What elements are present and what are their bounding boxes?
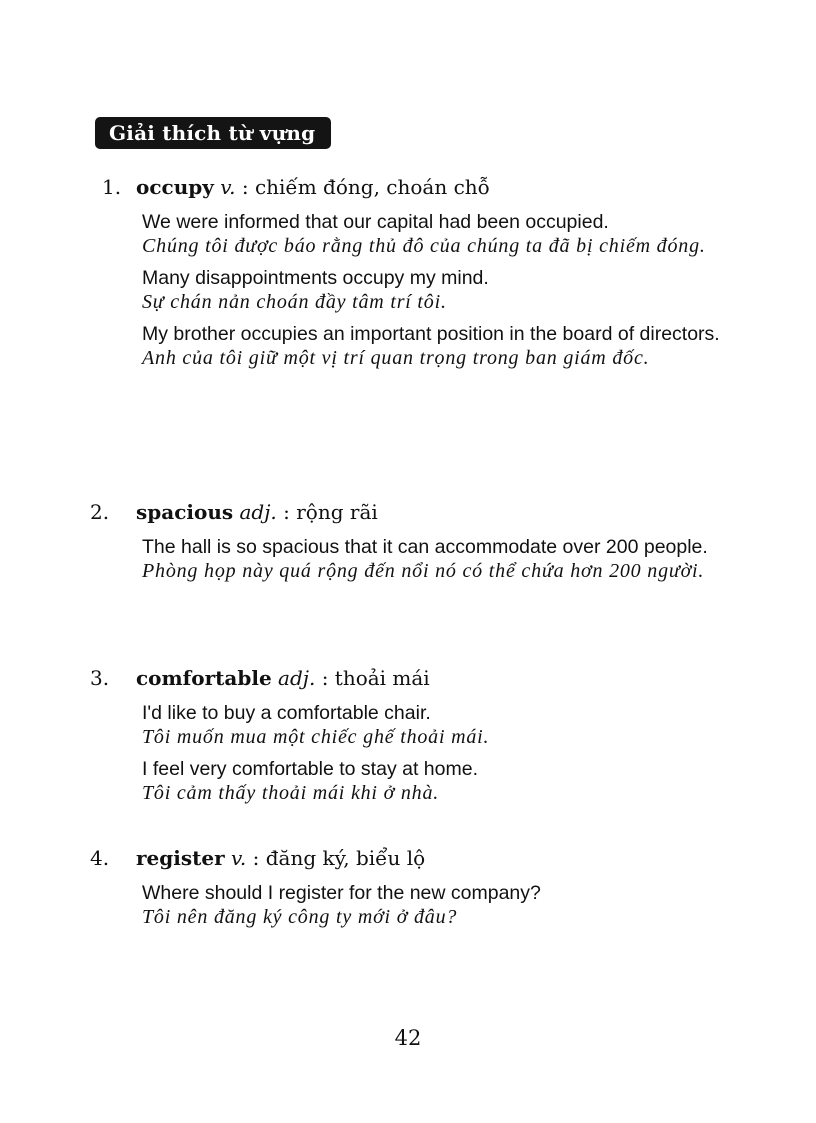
example-english: Many disappointments occupy my mind. [142,267,489,289]
vocab-entry-register [90,843,740,929]
entry-heading [90,172,740,202]
example-english: My brother occupies an important position in the board of directors. [142,323,720,345]
entry-heading [90,497,740,527]
entry-number: 2. [90,500,110,524]
example-vietnamese: Tôi muốn mua một chiếc ghế thoải mái. [142,726,490,748]
entry-part-of-speech: v. [230,846,247,870]
example-vietnamese: Tôi cảm thấy thoải mái khi ở nhà. [142,782,440,804]
vocab-entry-spacious [90,497,740,583]
section-title: Giải thích từ vựng [95,117,331,149]
example-vietnamese: Tôi nên đăng ký công ty mới ở đâu? [142,906,458,928]
entry-number: 1. [102,175,122,199]
example-vietnamese: Anh của tôi giữ một vị trí quan trọng trong ban giám đốc. [142,347,650,369]
entry-part-of-speech: v. [220,175,236,199]
example-english: We were informed that our capital had been occupied. [142,211,609,233]
entry-meaning: : chiếm đóng, choán chỗ [241,175,490,199]
entry-heading [90,663,740,693]
example-english: The hall is so spacious that it can accommodate over 200 people. [142,536,708,558]
example-vietnamese: Chúng tôi được báo rằng thủ đô của chúng ta đã bị chiếm đóng. [142,235,706,257]
entry-meaning: : rộng rãi [283,500,378,524]
entry-number: 3. [90,666,110,690]
example-vietnamese: Sự chán nản choán đầy tâm trí tôi. [142,291,447,313]
entry-part-of-speech: adj. [239,500,277,524]
example-english: Where should I register for the new company? [142,882,541,904]
page-number: 42 [394,1026,422,1050]
example-english: I feel very comfortable to stay at home. [142,758,478,780]
vocab-entry-occupy [90,172,740,370]
entry-meaning: : đăng ký, biểu lộ [252,846,426,870]
entry-number: 4. [90,846,110,870]
vocab-entry-comfortable [90,663,740,805]
example-english: I'd like to buy a comfortable chair. [142,702,431,724]
entry-word: occupy [136,175,214,199]
entry-word: spacious [136,500,234,524]
entry-heading [90,843,740,873]
example-vietnamese: Phòng họp này quá rộng đến nổi nó có thể chứa hơn 200 người. [142,560,705,582]
entry-word: comfortable [136,666,272,690]
entry-meaning: : thoải mái [321,666,430,690]
entry-part-of-speech: adj. [278,666,316,690]
entry-word: register [136,846,225,870]
